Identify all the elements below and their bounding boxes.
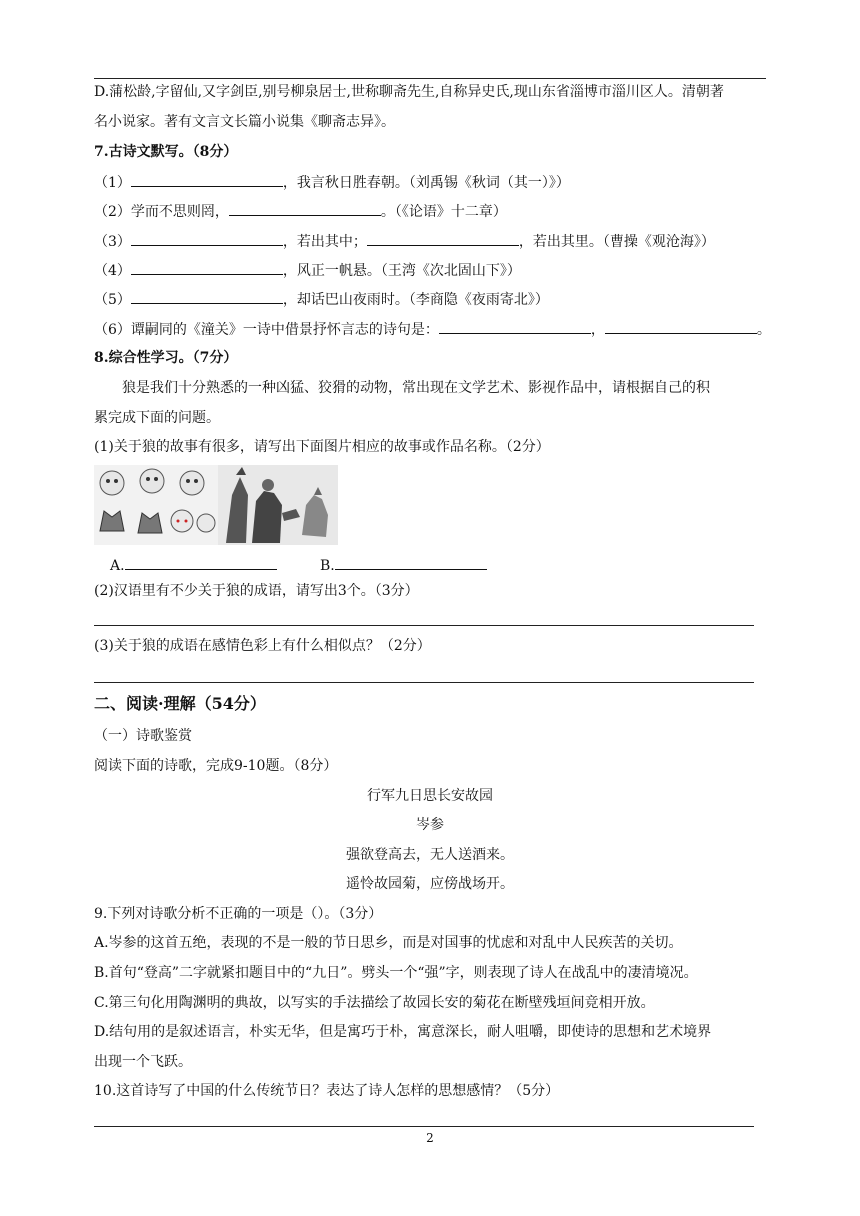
q8-answer-labels xyxy=(110,555,277,576)
q7-blank-6a[interactable] xyxy=(439,319,591,334)
q7-blank-6b[interactable] xyxy=(605,319,757,334)
q7-item-4-prefix: （4） xyxy=(94,263,131,279)
q8-sub2-answer-line[interactable] xyxy=(94,625,754,626)
picture-a-cartoon-sheep-wolves xyxy=(94,465,218,545)
picture-b-dongguo-and-wolf xyxy=(218,465,338,545)
section-2-instruction: 阅读下面的诗歌，完成9-10题。（8分） xyxy=(94,758,338,774)
answer-a-blank[interactable] xyxy=(125,555,277,570)
q9-option-b: B.首句“登高”二字就紧扣题目中的“九日”。劈头一个“强”字，则表现了诗人在战乱中的凄清境况。 xyxy=(94,965,698,981)
q7-item-4-text: ，风正一帆悬。（王湾《次北固山下》） xyxy=(282,263,521,279)
poem-line-2: 遥怜故园菊，应傍战场开。 xyxy=(346,876,514,892)
q7-item-2 xyxy=(94,201,507,222)
label-a: A. xyxy=(110,558,125,574)
q8-sub3: (3)关于狼的成语在感情色彩上有什么相似点？（2分） xyxy=(94,638,431,654)
answer-line-top xyxy=(94,78,766,79)
q7-blank-5[interactable] xyxy=(131,289,283,304)
q9-option-a: A.岑参的这首五绝，表现的不是一般的节日思乡，而是对国事的忧虑和对乱中人民疾苦的关切。 xyxy=(94,935,683,951)
q8-intro-line2: 累完成下面的问题。 xyxy=(94,410,220,426)
q7-item-1-prefix: （1） xyxy=(94,175,131,191)
poem-line-1: 强欲登高去，无人送酒来。 xyxy=(346,847,514,863)
q8-title: 8.综合性学习。（7分） xyxy=(94,350,238,366)
poem-title: 行军九日思长安故园 xyxy=(367,788,493,804)
q6-option-d-line2: 名小说家。著有文言文长篇小说集《聊斋志异》。 xyxy=(94,114,395,130)
q7-item-5-prefix: （5） xyxy=(94,292,131,308)
q7-blank-4[interactable] xyxy=(131,260,283,275)
section-2-part1: （一）诗歌鉴赏 xyxy=(94,728,192,744)
q7-item-3-prefix: （3） xyxy=(94,234,131,250)
q7-item-5 xyxy=(94,289,549,310)
q8-sub2: (2)汉语里有不少关于狼的成语，请写出3个。（3分） xyxy=(94,583,419,599)
poem-author: 岑参 xyxy=(416,817,444,833)
q8-sub3-answer-line[interactable] xyxy=(94,682,754,683)
q6-option-d-line1: D.蒲松龄,字留仙,又字剑臣,别号柳泉居士,世称聊斋先生,自称异史氏,现山东省淄博市淄川区人。清朝著 xyxy=(94,84,724,100)
label-b: B. xyxy=(320,558,335,574)
q9-option-d-line2: 出现一个飞跃。 xyxy=(94,1054,192,1070)
q7-item-3-mid: ，若出其中； xyxy=(282,234,367,250)
q7-item-5-text: ，却话巴山夜雨时。（李商隐《夜雨寄北》） xyxy=(282,292,549,308)
q7-item-6-mid: ， xyxy=(590,322,605,338)
q7-item-1-text: ，我言秋日胜春朝。（刘禹锡《秋词（其一）》） xyxy=(282,175,570,191)
q10-answer-line[interactable] xyxy=(94,1126,754,1127)
q8-intro-line1: 狼是我们十分熟悉的一种凶猛、狡猾的动物，常出现在文学艺术、影视作品中，请根据自己的积 xyxy=(122,380,710,396)
q7-item-3 xyxy=(94,231,715,252)
q7-item-6 xyxy=(94,319,771,340)
section-2-title: 二、阅读·理解（54分） xyxy=(94,694,266,713)
q7-blank-3b[interactable] xyxy=(367,231,519,246)
q7-title: 7.古诗文默写。（8分） xyxy=(94,144,238,160)
q9-stem: 9.下列对诗歌分析不正确的一项是（）。（3分） xyxy=(94,906,383,922)
q7-item-6-prefix: （6）谭嗣同的《潼关》一诗中借景抒怀言志的诗句是： xyxy=(94,322,439,338)
answer-b-blank[interactable] xyxy=(335,555,487,570)
page-number: 2 xyxy=(426,1131,434,1145)
q8-answer-b xyxy=(320,555,487,576)
q7-item-1 xyxy=(94,172,570,193)
q8-sub1: (1)关于狼的故事有很多，请写出下面图片相应的故事或作品名称。（2分） xyxy=(94,439,550,455)
q7-item-2-prefix: （2）学而不思则罔， xyxy=(94,204,229,220)
q7-blank-1[interactable] xyxy=(131,172,283,187)
q7-item-4 xyxy=(94,260,521,281)
q9-option-d-line1: D.结句用的是叙述语言，朴实无华，但是寓巧于朴，寓意深长，耐人咀嚼，即使诗的思想和艺术境界 xyxy=(94,1024,712,1040)
q7-blank-3a[interactable] xyxy=(131,231,283,246)
q10-stem: 10.这首诗写了中国的什么传统节日？表达了诗人怎样的思想感情？（5分） xyxy=(94,1083,560,1099)
q7-blank-2[interactable] xyxy=(229,201,381,216)
q7-item-6-end: 。 xyxy=(756,322,771,338)
q7-item-3-end: ，若出其里。（曹操《观沧海》） xyxy=(518,234,715,250)
q7-item-2-text: 。（《论语》十二章） xyxy=(380,204,507,220)
q9-option-c: C.第三句化用陶渊明的典故，以写实的手法描绘了故园长安的菊花在断壁残垣间竞相开放。 xyxy=(94,995,655,1011)
